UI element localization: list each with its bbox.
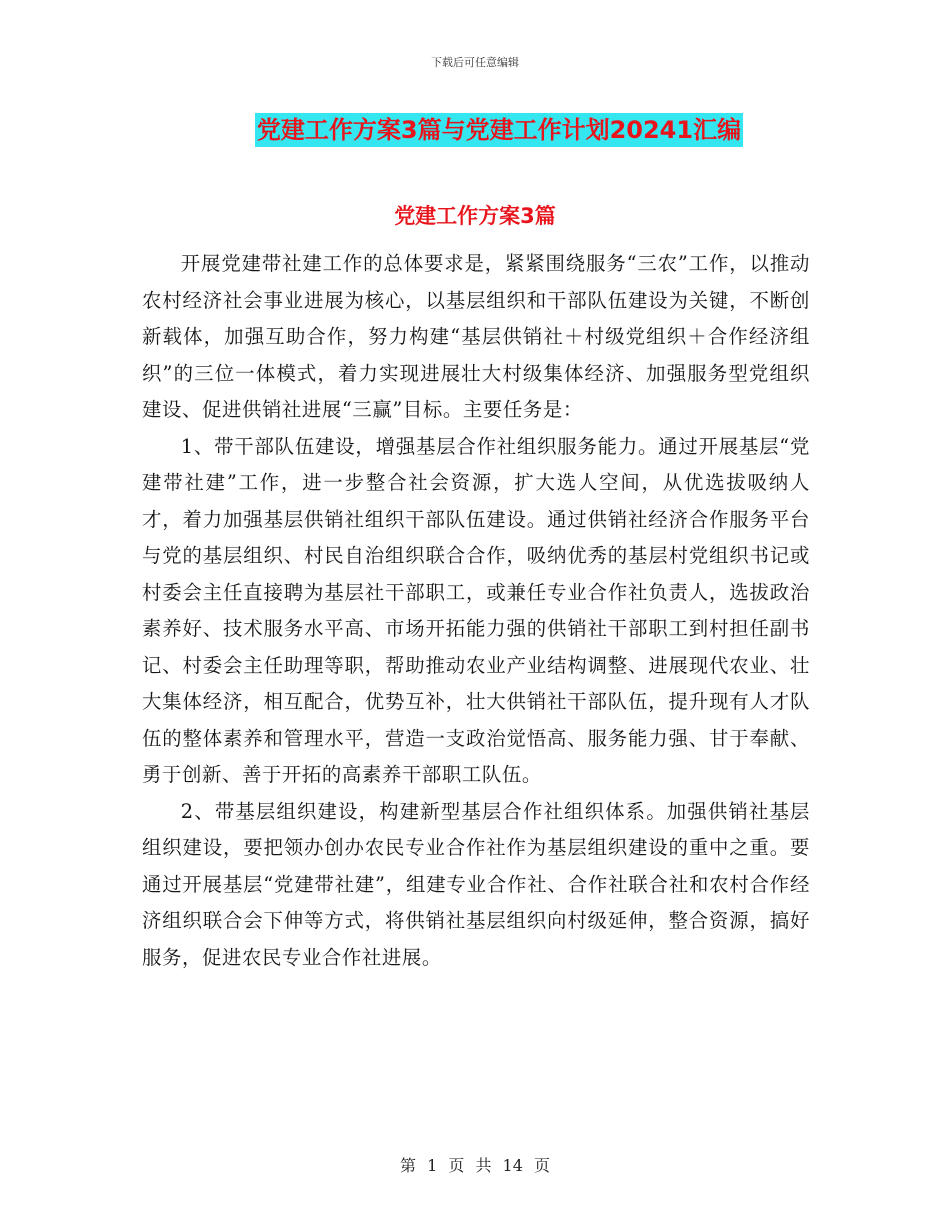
section-title: 党建工作方案3篇: [394, 204, 556, 228]
page-number: 第 1 页 共 14 页: [400, 1156, 550, 1175]
paragraph-intro: 开展党建带社建工作的总体要求是，紧紧围绕服务“三农”工作，以推动农村经济社会事业进展为核心，以基层组织和干部队伍建设为关键，不断创新载体，加强互助合作，努力构建“基层供销社＋村级党组织＋合作经济组织”的三位一体模式，着力实现进展壮大村级集体经济、加强服务型党组织建设、促进供销社进展“三赢”目标。主要任务是：: [142, 252, 810, 421]
paragraph-item-1: 1、带干部队伍建设，增强基层合作社组织服务能力。通过开展基层“党建带社建”工作，进一步整合社会资源，扩大选人空间，从优选拔吸纳人才，着力加强基层供销社组织干部队伍建设。通过供销社经济合作服务平台与党的基层组织、村民自治组织联合合作，吸纳优秀的基层村党组织书记或村委会主任直接聘为基层社干部职工，或兼任专业合作社负责人，选拔政治素养好、技术服务水平高、市场开拓能力强的供销社干部职工到村担任副书记、村委会主任助理等职，帮助推动农业产业结构调整、进展现代农业、壮大集体经济，相互配合，优势互补，壮大供销社干部队伍，提升现有人才队伍的整体素养和管理水平，营造一支政治觉悟高、服务能力强、甘于奉献、勇于创新、善于开拓的高素养干部职工队伍。: [142, 434, 810, 786]
document-title: 党建工作方案3篇与党建工作计划20241汇编: [255, 113, 743, 147]
document-body: [142, 246, 810, 976]
paragraph-item-2: 2、带基层组织建设，构建新型基层合作社组织体系。加强供销社基层组织建设，要把领办创办农民专业合作社作为基层组织建设的重中之重。要通过开展基层“党建带社建”，组建专业合作社、合作社联合社和农村合作经济组织联合会下伸等方式，将供销社基层组织向村级延伸，整合资源，搞好服务，促进农民专业合作社进展。: [142, 799, 810, 969]
document-title-container: [0, 113, 950, 147]
page-header-note: 下载后可任意编辑: [431, 56, 519, 69]
